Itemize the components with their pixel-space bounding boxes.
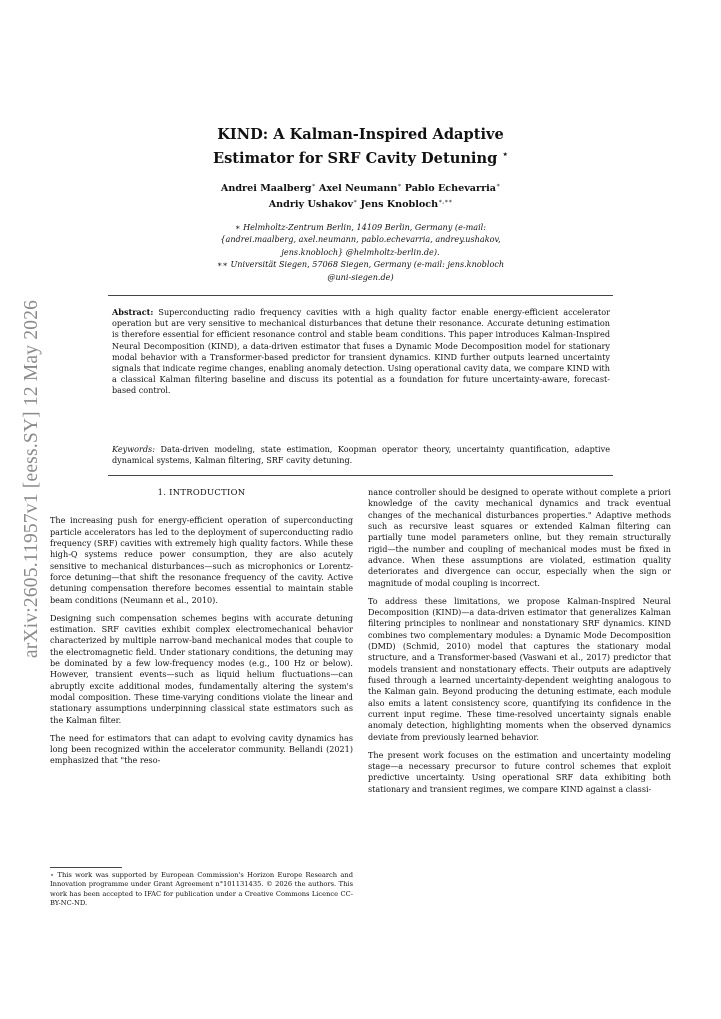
author-name: Jens Knobloch: [360, 198, 439, 210]
author-mark: ∗: [397, 182, 402, 189]
author-list: [150, 180, 571, 211]
right-column: [368, 487, 671, 801]
keywords-label: Keywords:: [112, 444, 155, 454]
title-line-2: Estimator for SRF Cavity Detuning: [212, 149, 498, 167]
body-paragraph: Designing such compensation schemes begins with accurate detuning estimation. SRF cavities exhibit complex electromechanical behavior characterized by multiple narrow-band mechanical modes that couple to the electromagnetic field. Under stationary conditions, the detuning may be dominated by a few low-frequency modes (e.g., 100 Hz or below). However, transient events—such as liquid helium fluctuations—can abruptly excite additional modes, fundamentally altering the system's modal composition. These time-varying conditions violate the linear and stationary assumptions underpinning classical state estimators such as the Kalman filter.: [50, 612, 353, 725]
author-mark: ∗: [353, 197, 358, 205]
paper-title: [150, 124, 571, 169]
affiliation-line: ∗ Helmholtz-Zentrum Berlin, 14109 Berlin, Germany (e-mail:: [235, 222, 486, 232]
title-line-1: KIND: A Kalman-Inspired Adaptive: [217, 126, 504, 143]
body-paragraph: The need for estimators that can adapt to evolving cavity dynamics has long been recognized within the accelerator community. Bellandi (2021) emphasized that "the reso-: [50, 732, 353, 766]
affiliation-line: ∗∗ Universität Siegen, 57068 Siegen, Germany (e-mail: jens.knobloch: [216, 259, 505, 270]
section-heading: 1. INTRODUCTION: [157, 487, 246, 497]
author-mark: ∗: [496, 182, 501, 189]
author-name: Axel Neumann: [318, 183, 398, 195]
title-footnote-mark: ⋆: [502, 150, 509, 160]
footnote: ⋆ This work was supported by European Commission's Horizon Europe Research and Innovation programme under Grant Agreement n°101131435. © 2026 the authors. This work has been accepted to IFAC for publication under a Creative Commons Licence CC-BY-NC-ND.: [50, 871, 353, 907]
body-paragraph: To address these limitations, we propose Kalman-Inspired Neural Decomposition (KIND)—a data-driven estimator that generalizes Kalman filtering principles to nonlinear and nonstationary SRF dynamics. KIND combines two complementary modules: a Dynamic Mode Decomposition (DMD) (Schmid, 2010) model that captures the stationary modal structure, and a Transformer-based (Vaswani et al., 2017) predictor that models transient and nonstationary effects. Their outputs are adaptively fused through a learned uncertainty-dependent weighting analogous to the Kalman gain. Beyond producing the detuning estimate, each module also emits a latent consistency score, quantifying its confidence in the current input regime. These time-resolved uncertainty signals enable anomaly detection, highlighting moments when the observed dynamics deviate from previously learned behavior.: [368, 595, 671, 742]
author-name: Andriy Ushakov: [268, 198, 354, 210]
affiliation-line: {andrei.maalberg, axel.neumann, pablo.echevarria, andrey.ushakov,: [220, 234, 501, 245]
abstract: [112, 307, 610, 397]
abstract-text: Superconducting radio frequency cavities with a high quality factor enable energy-efficient accelerator operation but are very sensitive to mechanical disturbances that detune their resonance. Accurate detuning estimation is therefore essential for efficient resonance control and stable beam conditions. This paper introduces Kalman-Inspired Neural Decomposition (KIND), a data-driven estimator that fuses a Dynamic Mode Decomposition model for stationary modal behavior with a Transformer-based predictor for transient dynamics. KIND further outputs learned uncertainty signals that indicate regime changes, enabling anomaly detection. Using operational cavity data, we compare KIND with a classical Kalman filtering baseline and discuss its potential as a foundation for future uncertainty-aware, forecast-based control.: [112, 307, 611, 396]
abstract-label: Abstract:: [112, 307, 154, 317]
author-name: Andrei Maalberg: [220, 183, 312, 195]
author-mark: ∗: [311, 182, 316, 189]
affiliation-line: @uni-siegen.de): [327, 271, 394, 282]
abstract-top-rule: [108, 295, 613, 296]
affiliations: [150, 221, 571, 283]
keywords-bottom-rule: [108, 475, 613, 476]
arxiv-stamp: arXiv:2605.11957v1 [eess.SY] 12 May 2026: [21, 299, 42, 659]
left-column: [50, 487, 353, 773]
keywords-text: Data-driven modeling, state estimation, Koopman operator theory, uncertainty quantification, adaptive dynamical systems, Kalman filtering, SRF cavity detuning.: [112, 444, 610, 466]
body-paragraph: The present work focuses on the estimation and uncertainty modeling stage—a necessary precursor to future control schemes that exploit predictive uncertainty. Using operational SRF data exhibiting both stationary and transient regimes, we compare KIND against a classi-: [368, 749, 671, 794]
keywords: [112, 444, 610, 466]
footnote-rule: [50, 867, 122, 868]
author-name: Pablo Echevarria: [404, 183, 496, 195]
author-mark: ∗,∗∗: [438, 197, 453, 205]
affiliation-line: jens.knobloch} @helmholtz-berlin.de).: [281, 246, 440, 257]
body-paragraph: nance controller should be designed to operate without complete a priori knowledge of the cavity mechanical dynamics and track eventual changes of the mechanical disturbances properties." Adaptive methods such as recursive least squares or extended Kalman filtering can partially tune model parameters online, but they remain structurally rigid—the number and coupling of mechanical modes must be fixed in advance. When these assumptions are violated, estimation quality deteriorates and divergence can occur, especially when the sign or magnitude of modal coupling is incorrect.: [368, 487, 671, 588]
body-paragraph: The increasing push for energy-efficient operation of superconducting particle accelerators has led to the deployment of superconducting radio frequency (SRF) cavities with extremely high quality factors. While these high-Q systems reduce power consumption, they are also acutely sensitive to mechanical disturbances—such as microphonics or Lorentz-force detuning—that shift the resonance frequency of the cavity. Active detuning compensation therefore becomes essential to maintain stable beam conditions (Neumann et al., 2010).: [50, 515, 353, 605]
